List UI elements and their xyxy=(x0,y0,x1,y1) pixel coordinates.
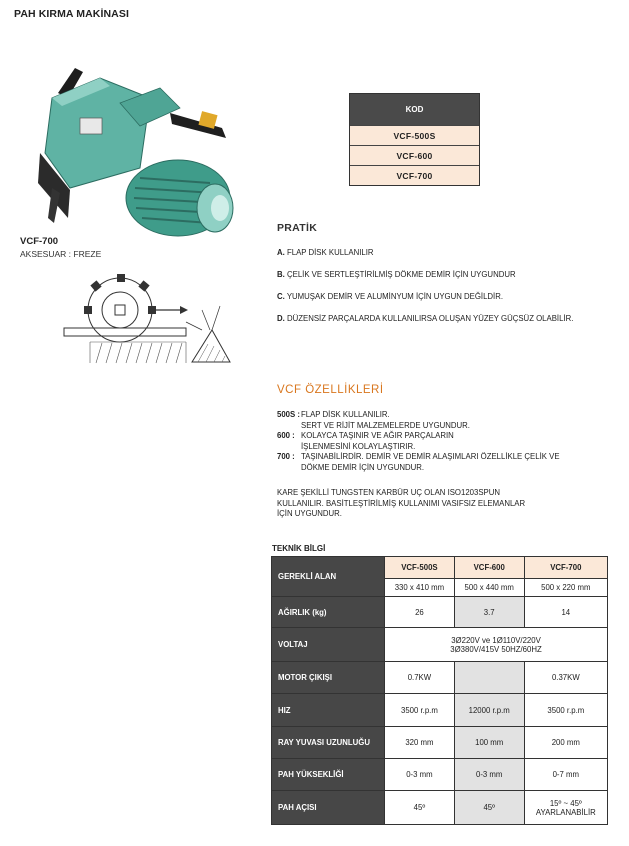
accessory-label: AKSESUAR : FREZE xyxy=(20,249,102,259)
spec-cell: 26 xyxy=(385,597,455,628)
spec-cell: 3500 r.p.m xyxy=(524,694,607,727)
table-row xyxy=(272,694,608,727)
vcf-feature-line: 700 : TAŞINABİLİRDİR. DEMİR VE DEMİR ALAŞIMLARI ÖZELLİKLE ÇELİK VE xyxy=(277,452,560,461)
page-title: PAH KIRMA MAKİNASI xyxy=(14,8,129,20)
vcf-feature-line: 500S : FLAP DİSK KULLANILIR. xyxy=(277,410,390,419)
spec-label: AĞIRLIK (kg) xyxy=(272,597,385,628)
vcf-features-list xyxy=(277,410,617,473)
pratik-item: C. YUMUŞAK DEMİR VE ALUMİNYUM İÇİN UYGUN DEĞİLDİR. xyxy=(277,292,504,301)
spec-cell-merged: 3Ø220V ve 1Ø110V/220V 3Ø380V/415V 50HZ/60HZ xyxy=(385,628,608,662)
spec-cell: 0.7KW xyxy=(385,662,455,694)
vcf-feature-line: SERT VE RİJİT MALZEMELERDE UYGUNDUR. xyxy=(301,420,470,430)
spec-cell: 320 mm xyxy=(385,727,455,759)
machine-image xyxy=(30,58,245,253)
spec-cell xyxy=(454,662,524,694)
spec-cell: 45º xyxy=(385,791,455,825)
pratik-item: B. ÇELİK VE SERTLEŞTİRİLMİŞ DÖKME DEMİR İÇİN UYGUNDUR xyxy=(277,270,516,279)
column-header: VCF-700 xyxy=(524,557,607,579)
spec-cell: 0-3 mm xyxy=(454,759,524,791)
vcf-feature-line: DÖKME DEMİR İÇİN UYGUNDUR. xyxy=(301,462,425,472)
kod-row: VCF-500S xyxy=(350,125,479,145)
cutter-diagram xyxy=(62,270,234,365)
spec-cell: 100 mm xyxy=(454,727,524,759)
spec-label: PAH AÇISI xyxy=(272,791,385,825)
table-row xyxy=(272,727,608,759)
spec-cell: 12000 r.p.m xyxy=(454,694,524,727)
vcf-feature-line: 600 : KOLAYCA TAŞINIR VE AĞIR PARÇALARIN xyxy=(277,431,454,440)
pratik-title: PRATİK xyxy=(277,222,318,234)
kod-row: VCF-600 xyxy=(350,145,479,165)
teknik-title: TEKNİK BİLGİ xyxy=(272,544,326,553)
vcf-feature-line: İŞLENMESİNİ KOLAYLAŞTIRIR. xyxy=(301,441,416,451)
spec-cell: 330 x 410 mm xyxy=(385,579,455,597)
spec-table xyxy=(271,556,608,825)
spec-cell: 0-3 mm xyxy=(385,759,455,791)
pratik-item: D. DÜZENSİZ PARÇALARDA KULLANILIRSA OLUŞAN YÜZEY GÜÇSÜZ OLABİLİR. xyxy=(277,314,574,323)
table-row xyxy=(272,759,608,791)
table-row xyxy=(272,791,608,825)
kod-header: KOD xyxy=(350,94,479,125)
spec-cell: 45º xyxy=(454,791,524,825)
spec-cell: 3500 r.p.m xyxy=(385,694,455,727)
pratik-list xyxy=(277,248,617,336)
spec-cell: 500 x 440 mm xyxy=(454,579,524,597)
table-row xyxy=(272,557,608,579)
spec-label: MOTOR ÇIKIŞI xyxy=(272,662,385,694)
spec-cell: 3.7 xyxy=(454,597,524,628)
spec-cell: 15º ~ 45º AYARLANABİLİR xyxy=(524,791,607,825)
table-row xyxy=(272,662,608,694)
spec-cell: 500 x 220 mm xyxy=(524,579,607,597)
spec-label: PAH YÜKSEKLİĞİ xyxy=(272,759,385,791)
model-name: VCF-700 xyxy=(20,236,59,247)
spec-cell: 200 mm xyxy=(524,727,607,759)
pratik-item: A. FLAP DİSK KULLANILIR xyxy=(277,248,374,257)
spec-label: HIZ xyxy=(272,694,385,727)
spec-label: GEREKLİ ALAN xyxy=(272,557,385,597)
column-header: VCF-600 xyxy=(454,557,524,579)
spec-cell: 0-7 mm xyxy=(524,759,607,791)
vcf-features-title: VCF ÖZELLİKLERİ xyxy=(277,384,384,396)
table-row xyxy=(272,597,608,628)
spec-cell: 14 xyxy=(524,597,607,628)
kod-table xyxy=(349,93,480,186)
kod-row: VCF-700 xyxy=(350,165,479,185)
spec-label: RAY YUVASI UZUNLUĞU xyxy=(272,727,385,759)
spec-label: VOLTAJ xyxy=(272,628,385,662)
table-row xyxy=(272,628,608,662)
column-header: VCF-500S xyxy=(385,557,455,579)
vcf-note: KARE ŞEKİLLİ TUNGSTEN KARBÜR UÇ OLAN ISO1203SPUN KULLANILIR. BASİTLEŞTİRİLMİŞ KULLANIMI VASIFSIZ ELEMANLAR İÇİN UYGUNDUR. xyxy=(277,488,526,518)
spec-cell: 0.37KW xyxy=(524,662,607,694)
